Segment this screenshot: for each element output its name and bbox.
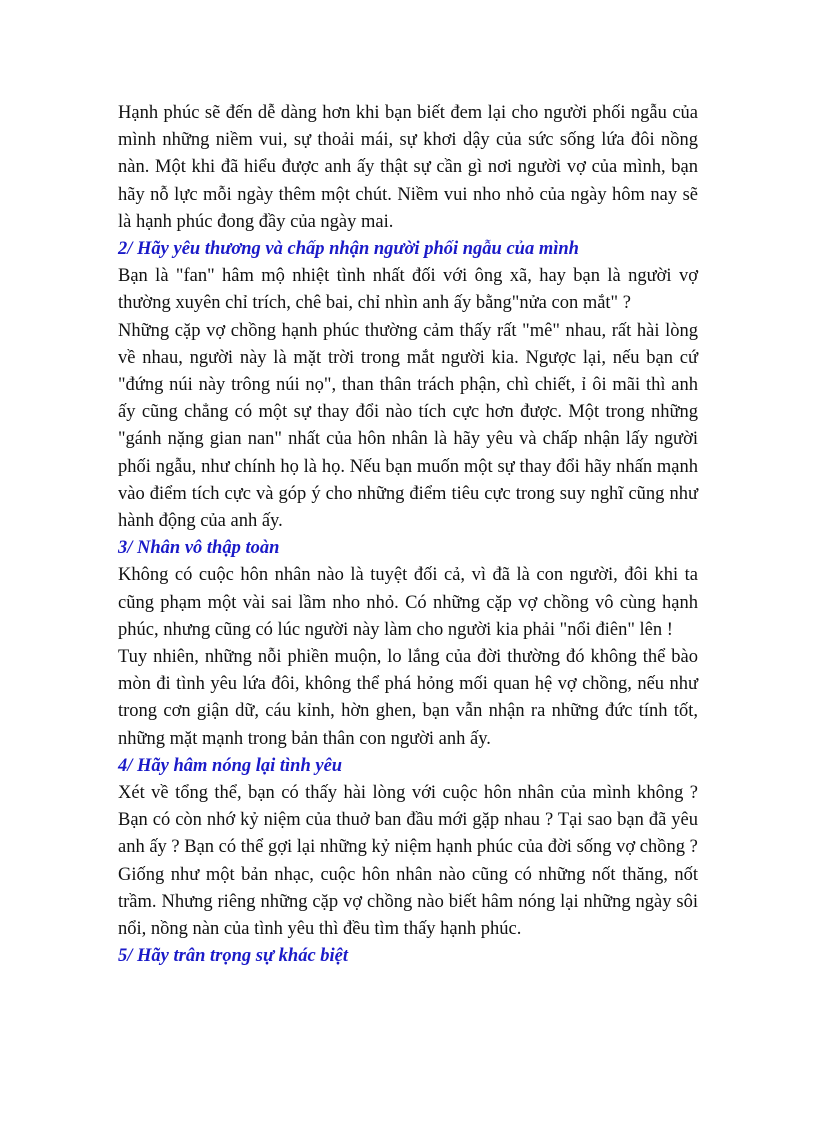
section-heading: 2/ Hãy yêu thương và chấp nhận người phối ngẫu của mình	[118, 239, 579, 260]
section-heading: 3/ Nhân vô thập toàn	[118, 538, 280, 559]
body-paragraph: Những cặp vợ chồng hạnh phúc thường cảm thấy rất "mê" nhau, rất hài lòng về nhau, người này là mặt trời trong mắt người kia. Ngược lại, nếu bạn cứ "đứng núi này trông núi nọ", than thân trách phận, chì chiết, ỉ ôi mãi thì anh ấy cũng chẳng có một sự thay đổi nào tích cực hơn được. Một trong những "gánh nặng gian nan" nhất của hôn nhân là hãy yêu và chấp nhận lấy người phối ngẫu, như chính họ là họ. Nếu bạn muốn một sự thay đổi hãy nhấn mạnh vào điểm tích cực và góp ý cho những điểm tiêu cực trong suy nghĩ cũng như hành động của anh ấy.	[118, 320, 698, 532]
body-paragraph: Không có cuộc hôn nhân nào là tuyệt đối cả, vì đã là con người, đôi khi ta cũng phạm một vài sai lầm nho nhỏ. Có những cặp vợ chồng vô cùng hạnh phúc, nhưng cũng có lúc người này làm cho người kia phải "nổi điên" lên !	[118, 565, 698, 640]
body-paragraph: Hạnh phúc sẽ đến dễ dàng hơn khi bạn biết đem lại cho người phối ngẫu của mình những niềm vui, sự thoải mái, sự khơi dậy của sức sống lứa đôi nồng nàn. Một khi đã hiểu được anh ấy thật sự cần gì nơi người vợ của mình, bạn hãy nỗ lực mỗi ngày thêm một chút. Niềm vui nho nhỏ của ngày hôm nay sẽ là hạnh phúc đong đầy của ngày mai.	[118, 103, 698, 232]
body-paragraph: Giống như một bản nhạc, cuộc hôn nhân nào cũng có những nốt thăng, nốt trầm. Nhưng riêng những cặp vợ chồng nào biết hâm nóng lại những ngày sôi nổi, nồng nàn của tình yêu thì đều tìm thấy hạnh phúc.	[118, 864, 698, 940]
body-paragraph: Tuy nhiên, những nỗi phiền muộn, lo lắng của đời thường đó không thể bào mòn đi tình yêu lứa đôi, không thể phá hỏng mối quan hệ vợ chồng, nếu như trong cơn giận dữ, cáu kỉnh, hờn ghen, bạn vẫn nhận ra những đức tính tốt, những mặt mạnh trong bản thân con người anh ấy.	[118, 647, 698, 749]
body-paragraph: Xét về tổng thể, bạn có thấy hài lòng với cuộc hôn nhân của mình không ? Bạn có còn nhớ kỷ niệm của thuở ban đầu mới gặp nhau ? Tại sao bạn đã yêu anh ấy ? Bạn có thể gợi lại những kỷ niệm hạnh phúc của đời sống vợ chồng ?	[118, 783, 698, 858]
body-paragraph: Bạn là "fan" hâm mộ nhiệt tình nhất đối với ông xã, hay bạn là người vợ thường xuyên chỉ trích, chê bai, chỉ nhìn anh ấy bằng"nửa con mắt" ?	[118, 266, 698, 314]
section-heading: 5/ Hãy trân trọng sự khác biệt	[118, 946, 349, 967]
section-heading: 4/ Hãy hâm nóng lại tình yêu	[118, 755, 343, 776]
